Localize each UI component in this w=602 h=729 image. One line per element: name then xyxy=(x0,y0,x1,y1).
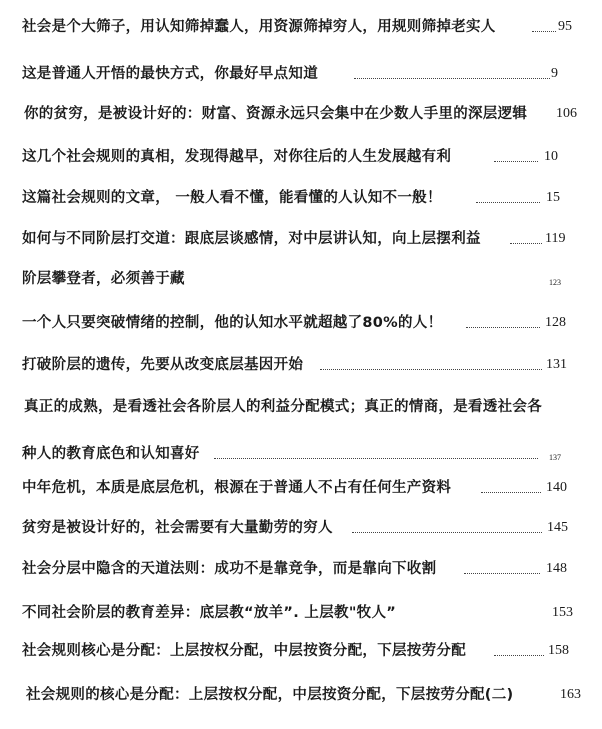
toc-entry xyxy=(0,475,602,501)
toc-entry-page: 148 xyxy=(546,561,567,576)
toc-entry-page: 128 xyxy=(545,315,566,330)
toc-entry xyxy=(0,682,602,708)
toc-entry-title: 种人的教育底色和认知喜好 xyxy=(22,446,200,462)
toc-entry xyxy=(0,441,602,467)
toc-entry xyxy=(0,556,602,582)
toc-entry-title: 这是普通人开悟的最快方式，你最好早点知道 xyxy=(22,66,318,82)
toc-entry xyxy=(0,310,602,336)
toc-leader-dots xyxy=(464,573,540,574)
toc-leader-dots xyxy=(494,655,544,656)
toc-leader-dots xyxy=(466,327,540,328)
toc-entry-title: 这篇社会规则的文章， 一般人看不懂，能看懂的人认知不一般！ xyxy=(22,190,442,206)
toc-entry-title: 社会规则的核心是分配：上层按权分配，中层按资分配，下层按劳分配(二) xyxy=(26,687,514,703)
toc-leader-dots xyxy=(481,492,541,493)
toc-entry-title: 不同社会阶层的教育差异：底层教“放羊”. 上层教"牧人” xyxy=(22,605,397,621)
toc-leader-dots xyxy=(214,458,538,459)
toc-entry xyxy=(0,394,602,420)
toc-entry-page: 9 xyxy=(551,66,558,81)
toc-entry-title: 中年危机，本质是底层危机，根源在于普通人不占有任何生产资料 xyxy=(22,480,452,496)
toc-entry-page: 123 xyxy=(549,278,561,287)
toc-entry xyxy=(0,638,602,664)
toc-entry-page: 158 xyxy=(548,643,569,658)
toc-entry xyxy=(0,515,602,541)
toc-entry xyxy=(0,266,602,292)
toc-leader-dots xyxy=(320,369,542,370)
toc-entry xyxy=(0,352,602,378)
toc-entry-title: 贫穷是被设计好的，社会需要有大量勤劳的穷人 xyxy=(22,520,333,536)
toc-leader-dots xyxy=(476,202,540,203)
toc-entry xyxy=(0,600,602,626)
toc-entry-page: 15 xyxy=(546,190,560,205)
toc-entry-page: 153 xyxy=(552,605,573,620)
toc-entry xyxy=(0,144,602,170)
toc-entry xyxy=(0,14,602,40)
toc-entry xyxy=(0,185,602,211)
toc-entry-title: 这几个社会规则的真相，发现得越早，对你往后的人生发展越有利 xyxy=(22,149,452,165)
toc-entry-title: 打破阶层的遗传，先要从改变底层基因开始 xyxy=(22,357,304,373)
toc-entry xyxy=(0,226,602,252)
toc-entry-page: 140 xyxy=(546,480,567,495)
toc-leader-dots xyxy=(494,161,538,162)
toc-entry-page: 131 xyxy=(546,357,567,372)
toc-entry-title: 社会是个大筛子，用认知筛掉蠢人，用资源筛掉穷人，用规则筛掉老实人 xyxy=(22,19,496,35)
toc-entry-title: 真正的成熟，是看透社会各阶层人的利益分配模式；真正的情商，是看透社会各 xyxy=(24,399,542,415)
toc-entry-page: 163 xyxy=(560,687,581,702)
toc-entry-title: 社会规则核心是分配：上层按权分配，中层按资分配，下层按劳分配 xyxy=(22,643,466,659)
toc-leader-dots xyxy=(510,243,542,244)
toc-entry-title: 你的贫穷，是被设计好的：财富、资源永远只会集中在少数人手里的深层逻辑 xyxy=(24,106,528,122)
toc-entry-page: 10 xyxy=(544,149,558,164)
toc-leader-dots xyxy=(532,31,556,32)
toc-entry-title: 如何与不同阶层打交道：跟底层谈感情，对中层讲认知，向上层摆利益 xyxy=(22,231,481,247)
toc-entry-page: 106 xyxy=(556,106,577,121)
toc-entry-title: 社会分层中隐含的天道法则：成功不是靠竞争，而是靠向下收割 xyxy=(22,561,437,577)
toc-entry-page: 119 xyxy=(545,231,566,246)
toc-entry-page: 145 xyxy=(547,520,568,535)
toc-entry-title: 一个人只要突破情绪的控制，他的认知水平就超越了80%的人！ xyxy=(22,315,443,331)
toc-entry-page: 95 xyxy=(558,19,572,34)
toc-leader-dots xyxy=(354,78,550,79)
toc-entry xyxy=(0,101,602,127)
toc-leader-dots xyxy=(352,532,542,533)
toc-entry xyxy=(0,61,602,87)
toc-entry-title: 阶层攀登者，必须善于藏 xyxy=(22,271,185,287)
toc-entry-page: 137 xyxy=(549,453,561,462)
